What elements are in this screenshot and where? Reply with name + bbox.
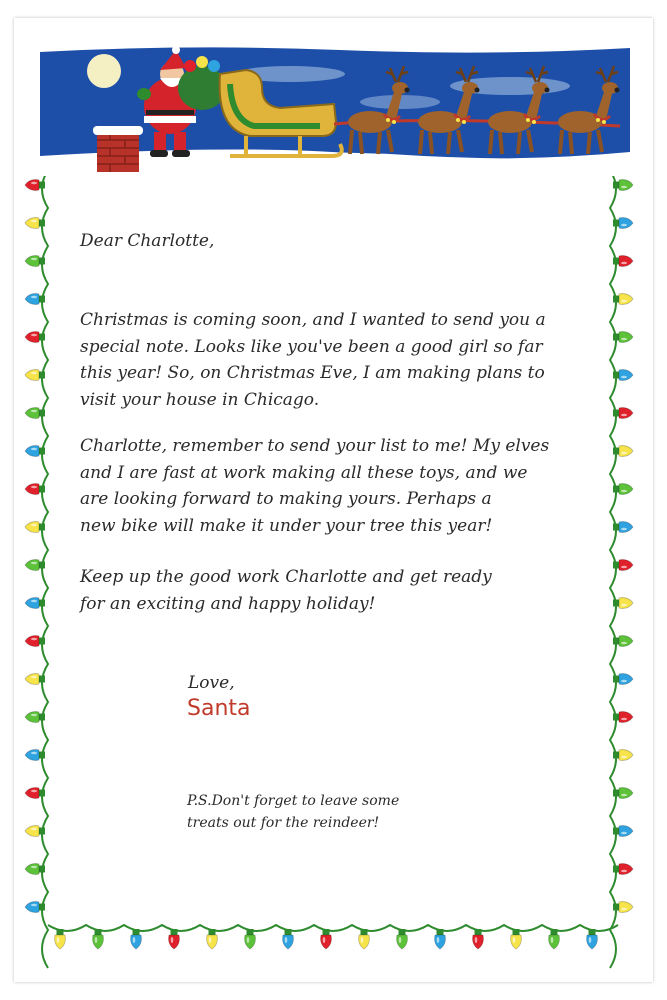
banner-illustration xyxy=(40,44,630,176)
paragraph-line: Charlotte, remember to send your list to me! My elves xyxy=(80,436,550,456)
santa-signature: Santa xyxy=(187,696,251,721)
postscript xyxy=(187,790,399,834)
letter-paragraph-2 xyxy=(80,433,580,539)
santa-sleigh-banner xyxy=(40,44,630,176)
paragraph-line: new bike will make it under your tree this year! xyxy=(80,515,493,536)
paragraph-line: are looking forward to making yours. Perhaps a xyxy=(80,489,492,510)
letter-paragraph-1 xyxy=(80,307,580,413)
paragraph-line: Christmas is coming soon, and I wanted to send you a xyxy=(80,310,546,330)
postscript-line: treats out for the reindeer! xyxy=(187,815,380,831)
chimney-snow xyxy=(93,126,143,135)
paragraph-line: Keep up the good work Charlotte and get ready xyxy=(80,567,492,587)
paragraph-line: special note. Looks like you've been a good girl so far xyxy=(80,336,543,357)
paragraph-line: visit your house in Chicago. xyxy=(80,389,320,410)
postscript-line: P.S.Don't forget to leave some xyxy=(187,793,400,809)
letter-closing: Love, xyxy=(188,673,235,693)
letter-greeting: Dear Charlotte, xyxy=(80,231,215,251)
paragraph-line: for an exciting and happy holiday! xyxy=(80,593,376,614)
chimney xyxy=(97,132,139,172)
moon-icon xyxy=(87,54,121,88)
paragraph-line: and I are fast at work making all these toys, and we xyxy=(80,462,528,483)
paragraph-line: this year! So, on Christmas Eve, I am making plans to xyxy=(80,363,545,384)
letter-paragraph-3 xyxy=(80,564,580,617)
